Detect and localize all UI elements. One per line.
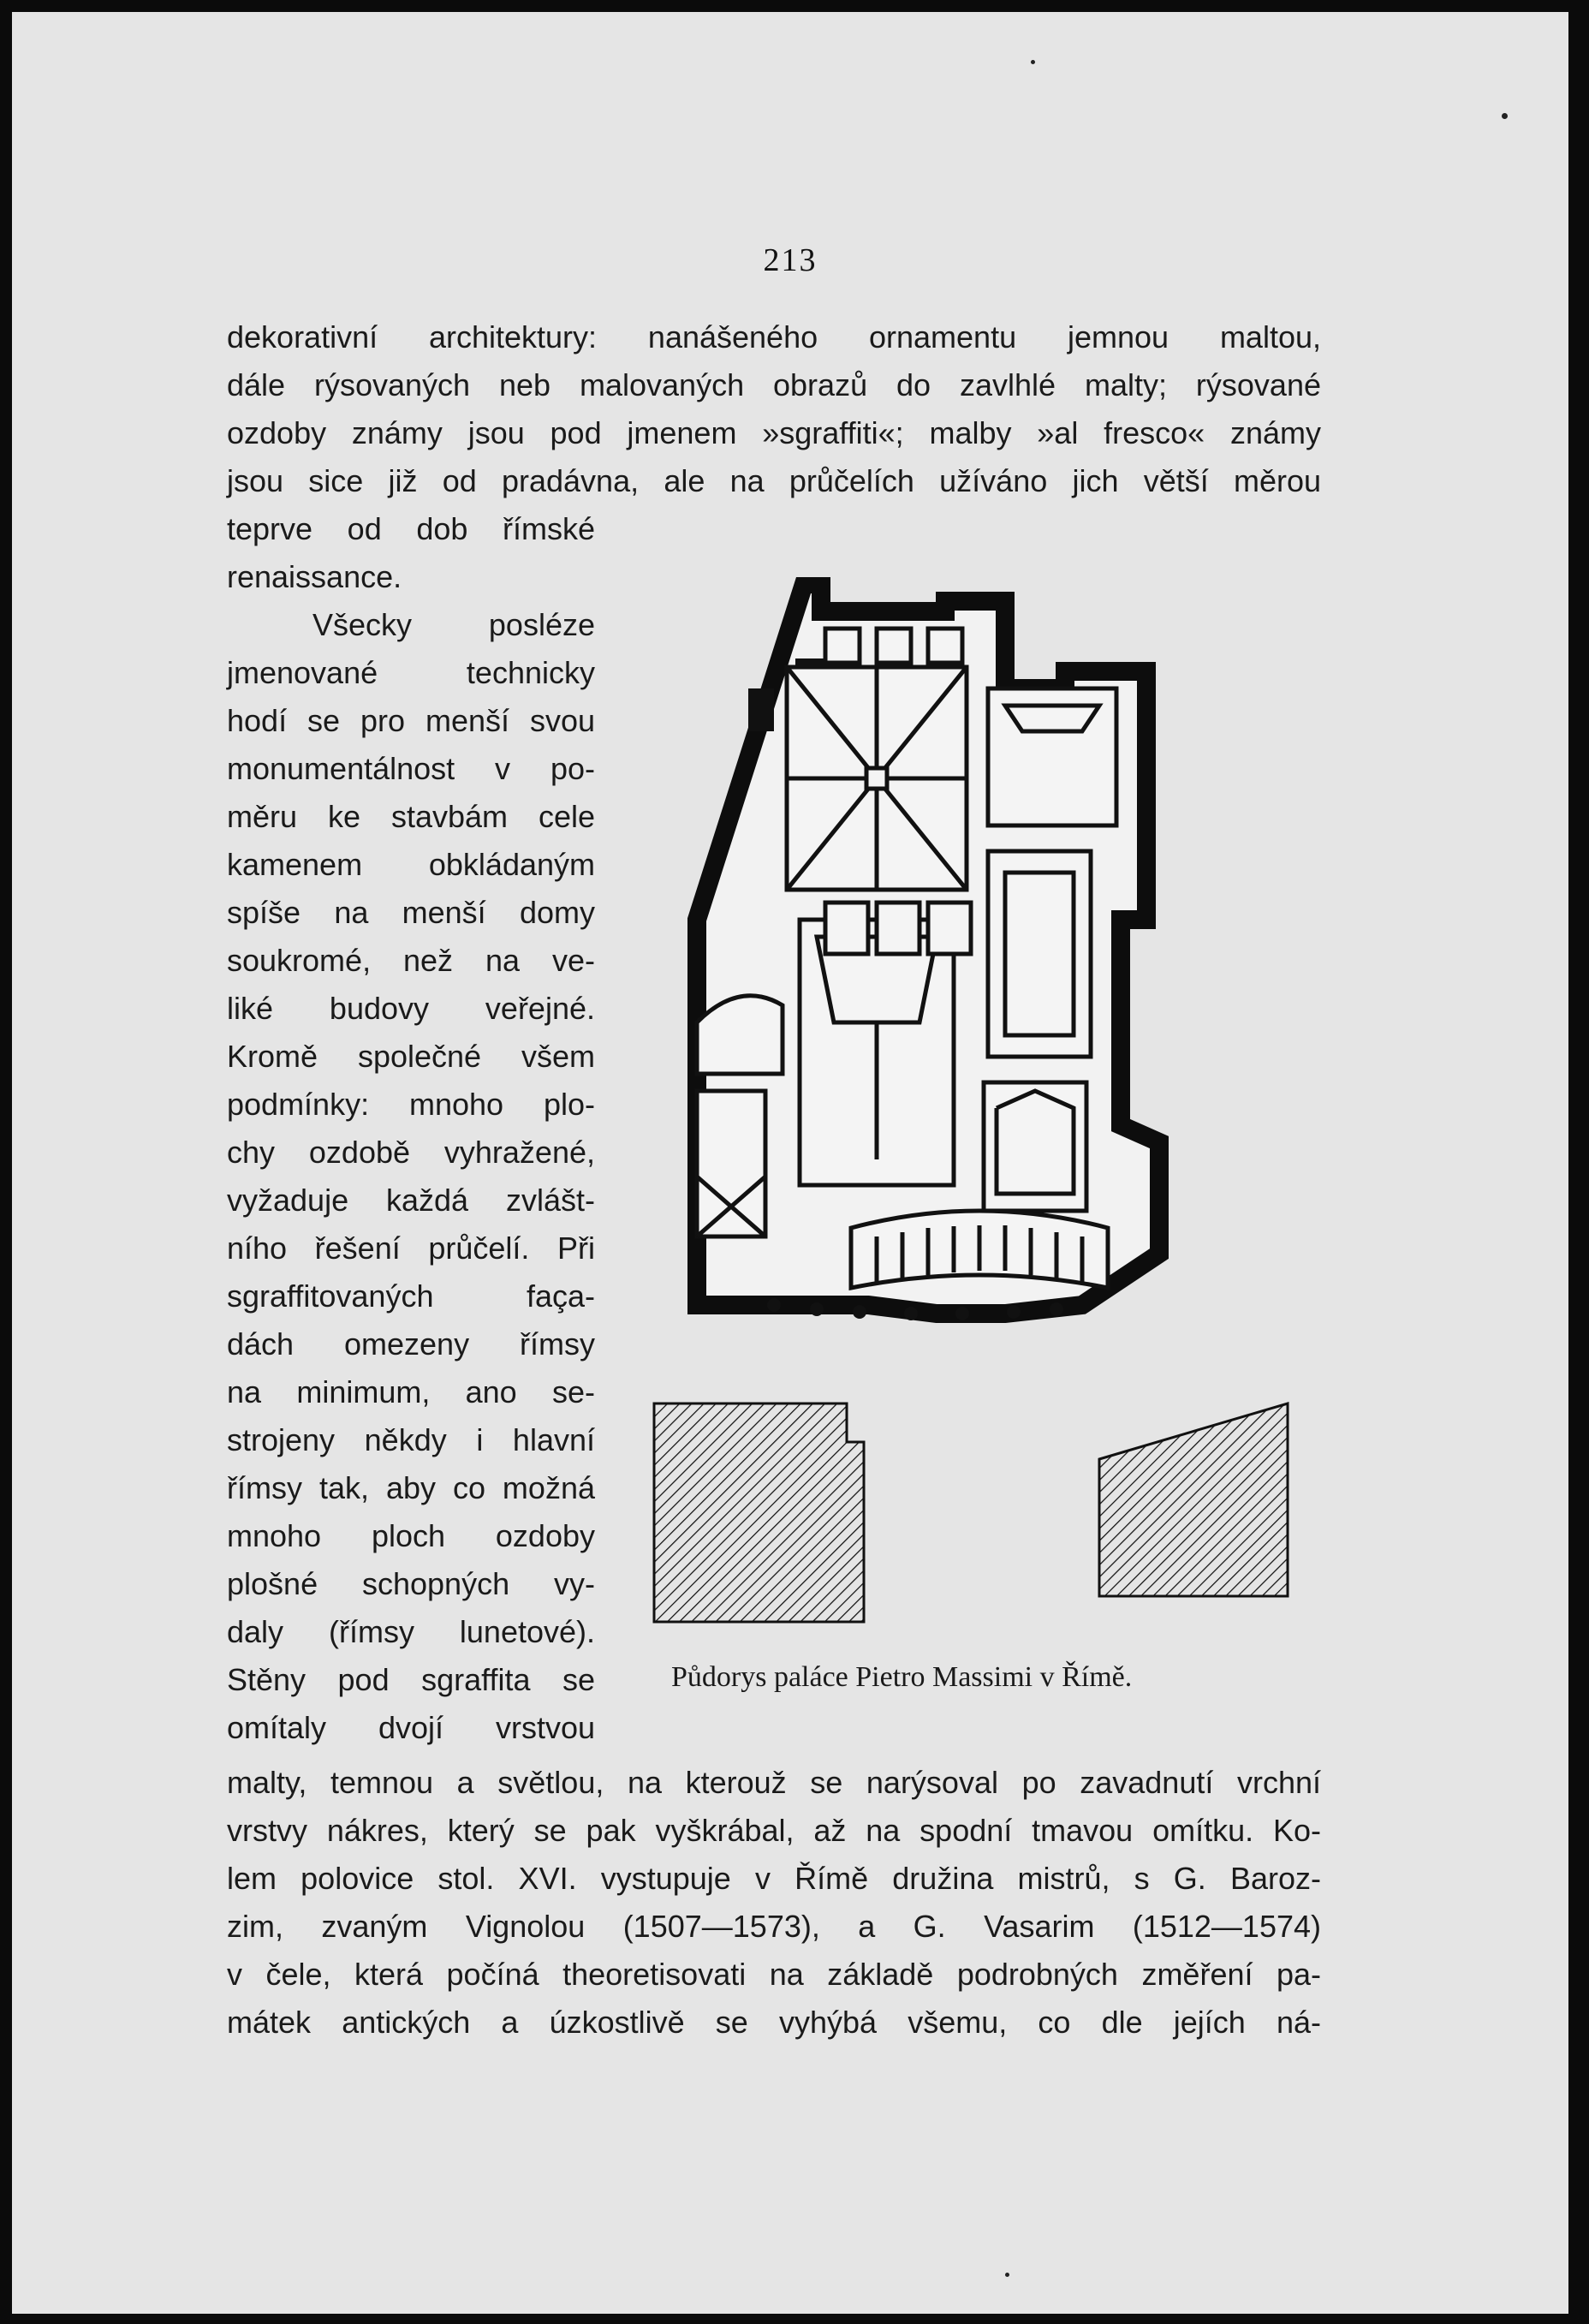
page-number: 213 xyxy=(763,242,818,278)
column-line: dách omezeny římsy xyxy=(227,1326,595,1362)
figure-caption: Půdorys paláce Pietro Massimi v Římě. xyxy=(671,1661,1133,1693)
column-line: římsy tak, aby co možná xyxy=(227,1470,595,1505)
column-line: strojeny někdy i hlavní xyxy=(227,1422,595,1457)
text-line: vrstvy nákres, který se pak vyškrábal, až na spodní tmavou omítku. Ko- xyxy=(227,1813,1321,1848)
column-line: chy ozdobě vyhražené, xyxy=(227,1135,595,1170)
speck xyxy=(1005,2273,1009,2277)
column-line: plošné schopných vy- xyxy=(227,1566,595,1601)
text-line: malty, temnou a světlou, na kterouž se narýsoval po zavadnutí vrchní xyxy=(227,1765,1321,1800)
column-line: hodí se pro menší svou xyxy=(227,703,595,738)
text-line: renaissance. xyxy=(227,559,402,594)
column-line: soukromé, než na ve- xyxy=(227,943,595,978)
speck xyxy=(1502,113,1508,119)
column-line: ního řešení průčelí. Při xyxy=(227,1231,595,1266)
text-line: teprve od dob římské xyxy=(227,511,595,546)
column-line: sgraffitovaných faça- xyxy=(227,1278,595,1314)
column-line: jmenované technicky xyxy=(227,655,595,690)
column-line: Kromě společné všem xyxy=(227,1039,595,1074)
palace-floor-plan xyxy=(646,577,1348,1648)
column-line: na minimum, ano se- xyxy=(227,1374,595,1409)
column-line: monumentálnost v po- xyxy=(227,751,595,786)
column-line: měru ke stavbám cele xyxy=(227,799,595,834)
text-line: dekorativní architektury: nanášeného ornamentu jemnou maltou, xyxy=(227,319,1321,355)
text-line: dále rýsovaných neb malovaných obrazů do zavlhlé malty; rýsované xyxy=(227,367,1321,402)
text-line: zim, zvaným Vignolou (1507—1573), a G. Vasarim (1512—1574) xyxy=(227,1909,1321,1944)
text-line: mátek antických a úzkostlivě se vyhýbá všemu, co dle jejích ná- xyxy=(227,2005,1321,2040)
column-line: podmínky: mnoho plo- xyxy=(227,1087,595,1122)
column-line: spíše na menší domy xyxy=(227,895,595,930)
book-page xyxy=(12,12,1568,2314)
text-line: ozdoby známy jsou pod jmenem »sgraffiti«; malby »al fresco« známy xyxy=(227,415,1321,450)
text-line: v čele, která počíná theoretisovati na základě podrobných změření pa- xyxy=(227,1957,1321,1992)
column-line: Stěny pod sgraffita se xyxy=(227,1662,595,1697)
column-line: kamenem obkládaným xyxy=(227,847,595,882)
column-line: omítaly dvojí vrstvou xyxy=(227,1710,595,1745)
column-line: vyžaduje každá zvlášt- xyxy=(227,1183,595,1218)
speck xyxy=(1031,60,1035,64)
elevation-block-left xyxy=(654,1403,864,1622)
text-line: lem polovice stol. XVI. vystupuje v Římě družina mistrů, s G. Baroz- xyxy=(227,1861,1321,1896)
column-line: daly (římsy lunetové). xyxy=(227,1614,595,1649)
column-line: liké budovy veřejné. xyxy=(227,991,595,1026)
elevation-block-right xyxy=(1099,1403,1288,1596)
column-line: Všecky posléze xyxy=(312,607,595,642)
column-line: mnoho ploch ozdoby xyxy=(227,1518,595,1553)
text-line: jsou sice již od pradávna, ale na průčelích užíváno jich větší měrou xyxy=(227,463,1321,498)
